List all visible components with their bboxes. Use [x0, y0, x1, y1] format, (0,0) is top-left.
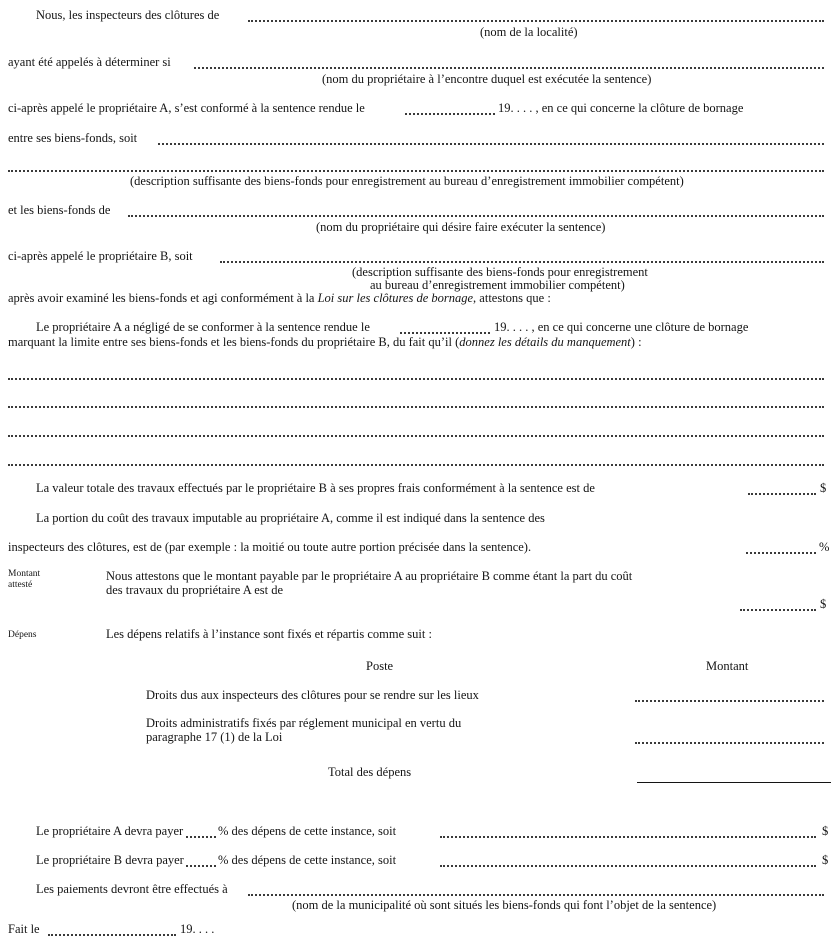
- portion-label-1: La portion du coût des travaux imputable au propriétaire A, comme il est indiqué dans la sentence des: [36, 511, 545, 525]
- expense-admin-blank[interactable]: [635, 730, 824, 744]
- owner-b-lands-label: et les biens-fonds de: [8, 203, 111, 217]
- default-text-b: ) :: [630, 335, 642, 349]
- owner-a-pay-label: Le propriétaire A devra payer: [36, 824, 184, 838]
- attest-text-b: , attestons que :: [473, 291, 551, 305]
- details-blank-2[interactable]: [8, 394, 824, 408]
- town-blank[interactable]: [248, 8, 824, 22]
- total-value-dollar: $: [820, 481, 827, 495]
- expense-row-travel: Droits dus aux inspecteurs des clôtures pour se rendre sur les lieux: [146, 688, 479, 702]
- owner-b-label: ci-après appelé le propriétaire B, soit: [8, 249, 193, 263]
- sentence-year-text: 19. . . . , en ce qui concerne la clôture de bornage: [498, 101, 744, 115]
- sentence-date-blank[interactable]: [405, 101, 495, 115]
- determine-label: ayant été appelés à déterminer si: [8, 55, 171, 69]
- owner-a-amount-blank[interactable]: [440, 824, 816, 838]
- owner-a-name-blank[interactable]: [194, 55, 824, 69]
- payment-place-label: Les paiements devront être effectués à: [36, 882, 228, 896]
- done-at-year: 19. . . .: [180, 922, 215, 936]
- amount-dollar: $: [820, 597, 827, 611]
- default-date-blank[interactable]: [400, 320, 490, 334]
- attest-text-a: après avoir examiné les biens-fonds et agi conformément à la: [8, 291, 318, 305]
- lands-label: entre ses biens-fonds, soit: [8, 131, 138, 145]
- amount-margin-label-1: Montant: [8, 569, 41, 579]
- expenses-col-amount: Montant: [706, 659, 749, 673]
- owner-b-pay-text: % des dépens de cette instance, soit: [218, 853, 397, 867]
- total-value-label: La valeur totale des travaux effectués par le propriétaire B à ses propres frais conformément à la sentence est de: [36, 481, 595, 495]
- owner-b-caption: (nom du propriétaire qui désire faire exécuter la sentence): [316, 220, 606, 234]
- expense-travel-blank[interactable]: [635, 688, 824, 702]
- portion-blank[interactable]: [746, 540, 816, 554]
- owner-b-dollar: $: [822, 853, 829, 867]
- owner-b-amount-blank[interactable]: [440, 853, 816, 867]
- amount-blank[interactable]: [740, 597, 816, 611]
- owner-b-name-blank[interactable]: [128, 203, 824, 217]
- owner-a-caption: (nom du propriétaire à l’encontre duquel est exécutée la sentence): [322, 72, 652, 86]
- payment-place-blank[interactable]: [248, 882, 824, 896]
- town-caption: (nom de la localité): [480, 25, 578, 39]
- done-at-date-blank[interactable]: [48, 922, 176, 936]
- portion-percent: %: [819, 540, 830, 554]
- attest-line: [8, 291, 551, 305]
- expense-row-admin-1: Droits administratifs fixés par réglement municipal en vertu du: [146, 716, 462, 730]
- details-blank-4[interactable]: [8, 452, 824, 466]
- details-blank-1[interactable]: [8, 366, 824, 380]
- owner-a-dollar: $: [822, 824, 829, 838]
- lands-blank-2[interactable]: [8, 158, 824, 172]
- payment-place-caption: (nom de la municipalité où sont situés les biens-fonds qui font l’objet de la sentence): [292, 898, 717, 912]
- owner-a-conformed-label: ci-après appelé le propriétaire A, s’est conformé à la sentence rendue le: [8, 101, 365, 115]
- default-year-text: 19. . . . , en ce qui concerne une clôture de bornage: [494, 320, 749, 334]
- owner-b-lands-caption-1: (description suffisante des biens-fonds pour enregistrement: [352, 265, 648, 279]
- details-blank-3[interactable]: [8, 423, 824, 437]
- owner-b-lands-blank[interactable]: [220, 249, 824, 263]
- amount-text-1: Nous attestons que le montant payable par le propriétaire A au propriétaire B comme étant la part du coût: [106, 569, 633, 583]
- portion-label-2: inspecteurs des clôtures, est de (par exemple : la moitié ou toute autre portion précisée dans la sentence).: [8, 540, 532, 554]
- owner-b-lands-caption-2: au bureau d’enregistrement immobilier compétent): [370, 278, 625, 292]
- owner-b-pay-label: Le propriétaire B devra payer: [36, 853, 184, 867]
- amount-margin-label-2: attesté: [8, 580, 33, 590]
- done-at-label: Fait le: [8, 922, 40, 936]
- expenses-intro: Les dépens relatifs à l’instance sont fixés et répartis comme suit :: [106, 627, 432, 641]
- expenses-col-item: Poste: [366, 659, 394, 673]
- expenses-total-rule: [637, 782, 831, 783]
- law-title: Loi sur les clôtures de bornage: [317, 291, 474, 305]
- expenses-total-label: Total des dépens: [328, 765, 412, 779]
- lands-caption: (description suffisante des biens-fonds pour enregistrement au bureau d’enregistrement immobilier compétent): [130, 174, 684, 188]
- owner-b-percent-blank[interactable]: [186, 853, 216, 867]
- lands-blank-1[interactable]: [158, 131, 824, 145]
- owner-a-pay-text: % des dépens de cette instance, soit: [218, 824, 397, 838]
- expenses-margin-label: Dépens: [8, 630, 37, 640]
- default-label: Le propriétaire A a négligé de se conformer à la sentence rendue le: [36, 320, 370, 334]
- inspectors-town-label: Nous, les inspecteurs des clôtures de: [36, 8, 220, 22]
- owner-a-percent-blank[interactable]: [186, 824, 216, 838]
- default-text-a: marquant la limite entre ses biens-fonds et les biens-fonds du propriétaire B, du fait qu’il (: [8, 335, 460, 349]
- total-value-blank[interactable]: [748, 481, 816, 495]
- default-details-hint: donnez les détails du manquement: [459, 335, 631, 349]
- default-details-line: [8, 335, 642, 349]
- amount-text-2: des travaux du propriétaire A est de: [106, 583, 284, 597]
- expense-row-admin-2: paragraphe 17 (1) de la Loi: [146, 730, 283, 744]
